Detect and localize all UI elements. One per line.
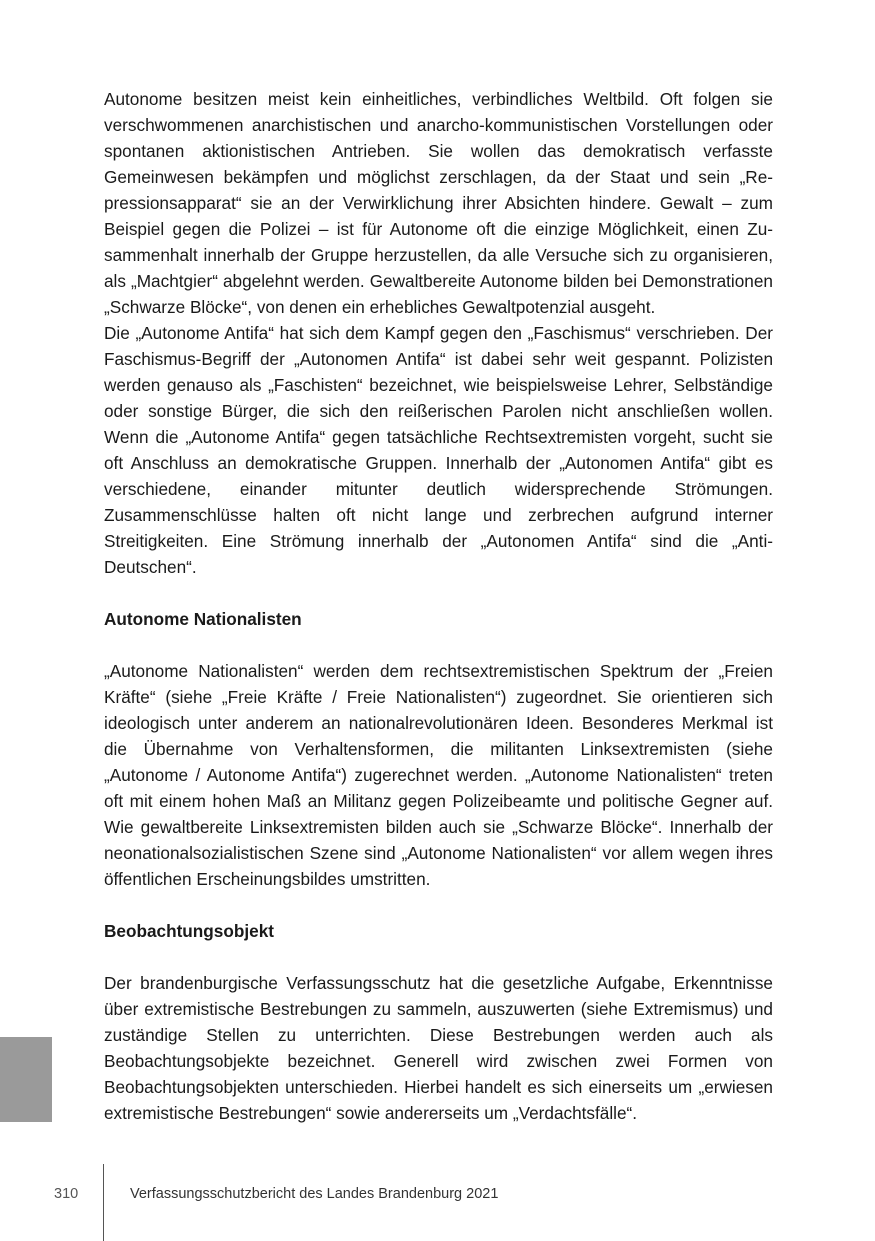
paragraph-autonome-nationalisten: „Autonome Nationalisten“ werden dem rechtsextremistischen Spektrum der „Freien Kräfte“ (siehe „Freie Kräfte / Freie Nationalisten“) zugeordnet. Sie orientieren sich ideologisch unter anderem an nationalrevolutionären Ideen. Besonderes Merkmal ist die Übernahme von Verhaltensformen, die militanten Linksextremisten (siehe „Autonome / Autonome Antifa“) zugerechnet werden. „Autonome Nationalisten“ treten oft mit einem hohen Maß an Militanz gegen Polizeibeamte und politische Gegner auf. Wie gewaltbereite Linksextremisten bilden auch sie „Schwarze Blöcke“. Innerhalb der neonationalsozialistischen Szene sind „Autonome Nationalisten“ vor allem wegen ihres öffentlichen Erscheinungsbildes umstritten. bbox=[104, 661, 773, 889]
footer-report-title: Verfassungsschutzbericht des Landes Brandenburg 2021 bbox=[130, 1186, 499, 1202]
paragraph-autonome: Autonome besitzen meist kein einheitliches, verbindliches Weltbild. Oft folgen sie verschwommenen anarchistischen und anarcho-kommunistischen Vorstellungen oder spontanen aktionistischen Antrieben. Sie wollen das demokratisch verfasste Gemeinwesen bekämpfen und möglichst zerschlagen, da der Staat und sein „Repressionsapparat“ sie an der Verwirklichung ihrer Absichten hindere. Gewalt – zum Beispiel gegen die Polizei – ist für Autonome oft die einzige Möglichkeit, einen Zusammenhalt innerhalb der Gruppe herzustellen, da alle Versuche sich zu organisieren, als „Machtgier“ abgelehnt werden. Gewaltbereite Autonome bilden bei Demonstrationen „Schwarze Blöcke“, von denen ein erhebliches Gewaltpotenzial ausgeht. bbox=[104, 89, 773, 317]
paragraph-beobachtungsobjekt: Der brandenburgische Verfassungsschutz hat die gesetzliche Aufgabe, Erkenntnisse über extremistische Bestrebungen zu sammeln, auszuwerten (siehe Extremismus) und zuständige Stellen zu unterrichten. Diese Bestrebungen werden auch als Beobachtungsobjekte bezeichnet. Generell wird zwischen zwei Formen von Beobachtungsobjekten unterschieden. Hierbei handelt es sich einerseits um „erwiesen extremistische Bestrebungen“ sowie andererseits um „Verdachtsfälle“. bbox=[104, 973, 773, 1123]
paragraph-autonome-antifa: Die „Autonome Antifa“ hat sich dem Kampf gegen den „Faschismus“ verschrieben. Der Faschismus-Begriff der „Autonomen Antifa“ ist dabei sehr weit gespannt. Polizisten werden genauso als „Faschisten“ bezeichnet, wie beispielsweise Lehrer, Selbständige oder sonstige Bürger, die sich den reißerischen Parolen nicht anschließen wollen. Wenn die „Autonome Antifa“ gegen tatsächliche Rechtsextremisten vorgeht, sucht sie oft Anschluss an demokratische Gruppen. Innerhalb der „Autonomen Antifa“ gibt es verschiedene, einander mitunter deutlich widersprechende Strömungen. Zusammenschlüsse halten oft nicht lange und zerbrechen aufgrund interner Streitigkeiten. Eine Strömung innerhalb der „Autonomen Antifa“ sind die „Anti-Deutschen“. bbox=[104, 323, 773, 577]
heading-beobachtungsobjekt: Beobachtungsobjekt bbox=[104, 921, 274, 941]
spacer bbox=[104, 892, 773, 918]
spacer bbox=[104, 632, 773, 658]
chapter-thumb-tab bbox=[0, 1037, 52, 1122]
spacer bbox=[104, 944, 773, 970]
footer-divider bbox=[103, 1164, 104, 1241]
spacer bbox=[104, 580, 773, 606]
page-number: 310 bbox=[54, 1186, 79, 1202]
heading-autonome-nationalisten: Autonome Nationalisten bbox=[104, 609, 302, 629]
page-body bbox=[104, 86, 773, 1126]
